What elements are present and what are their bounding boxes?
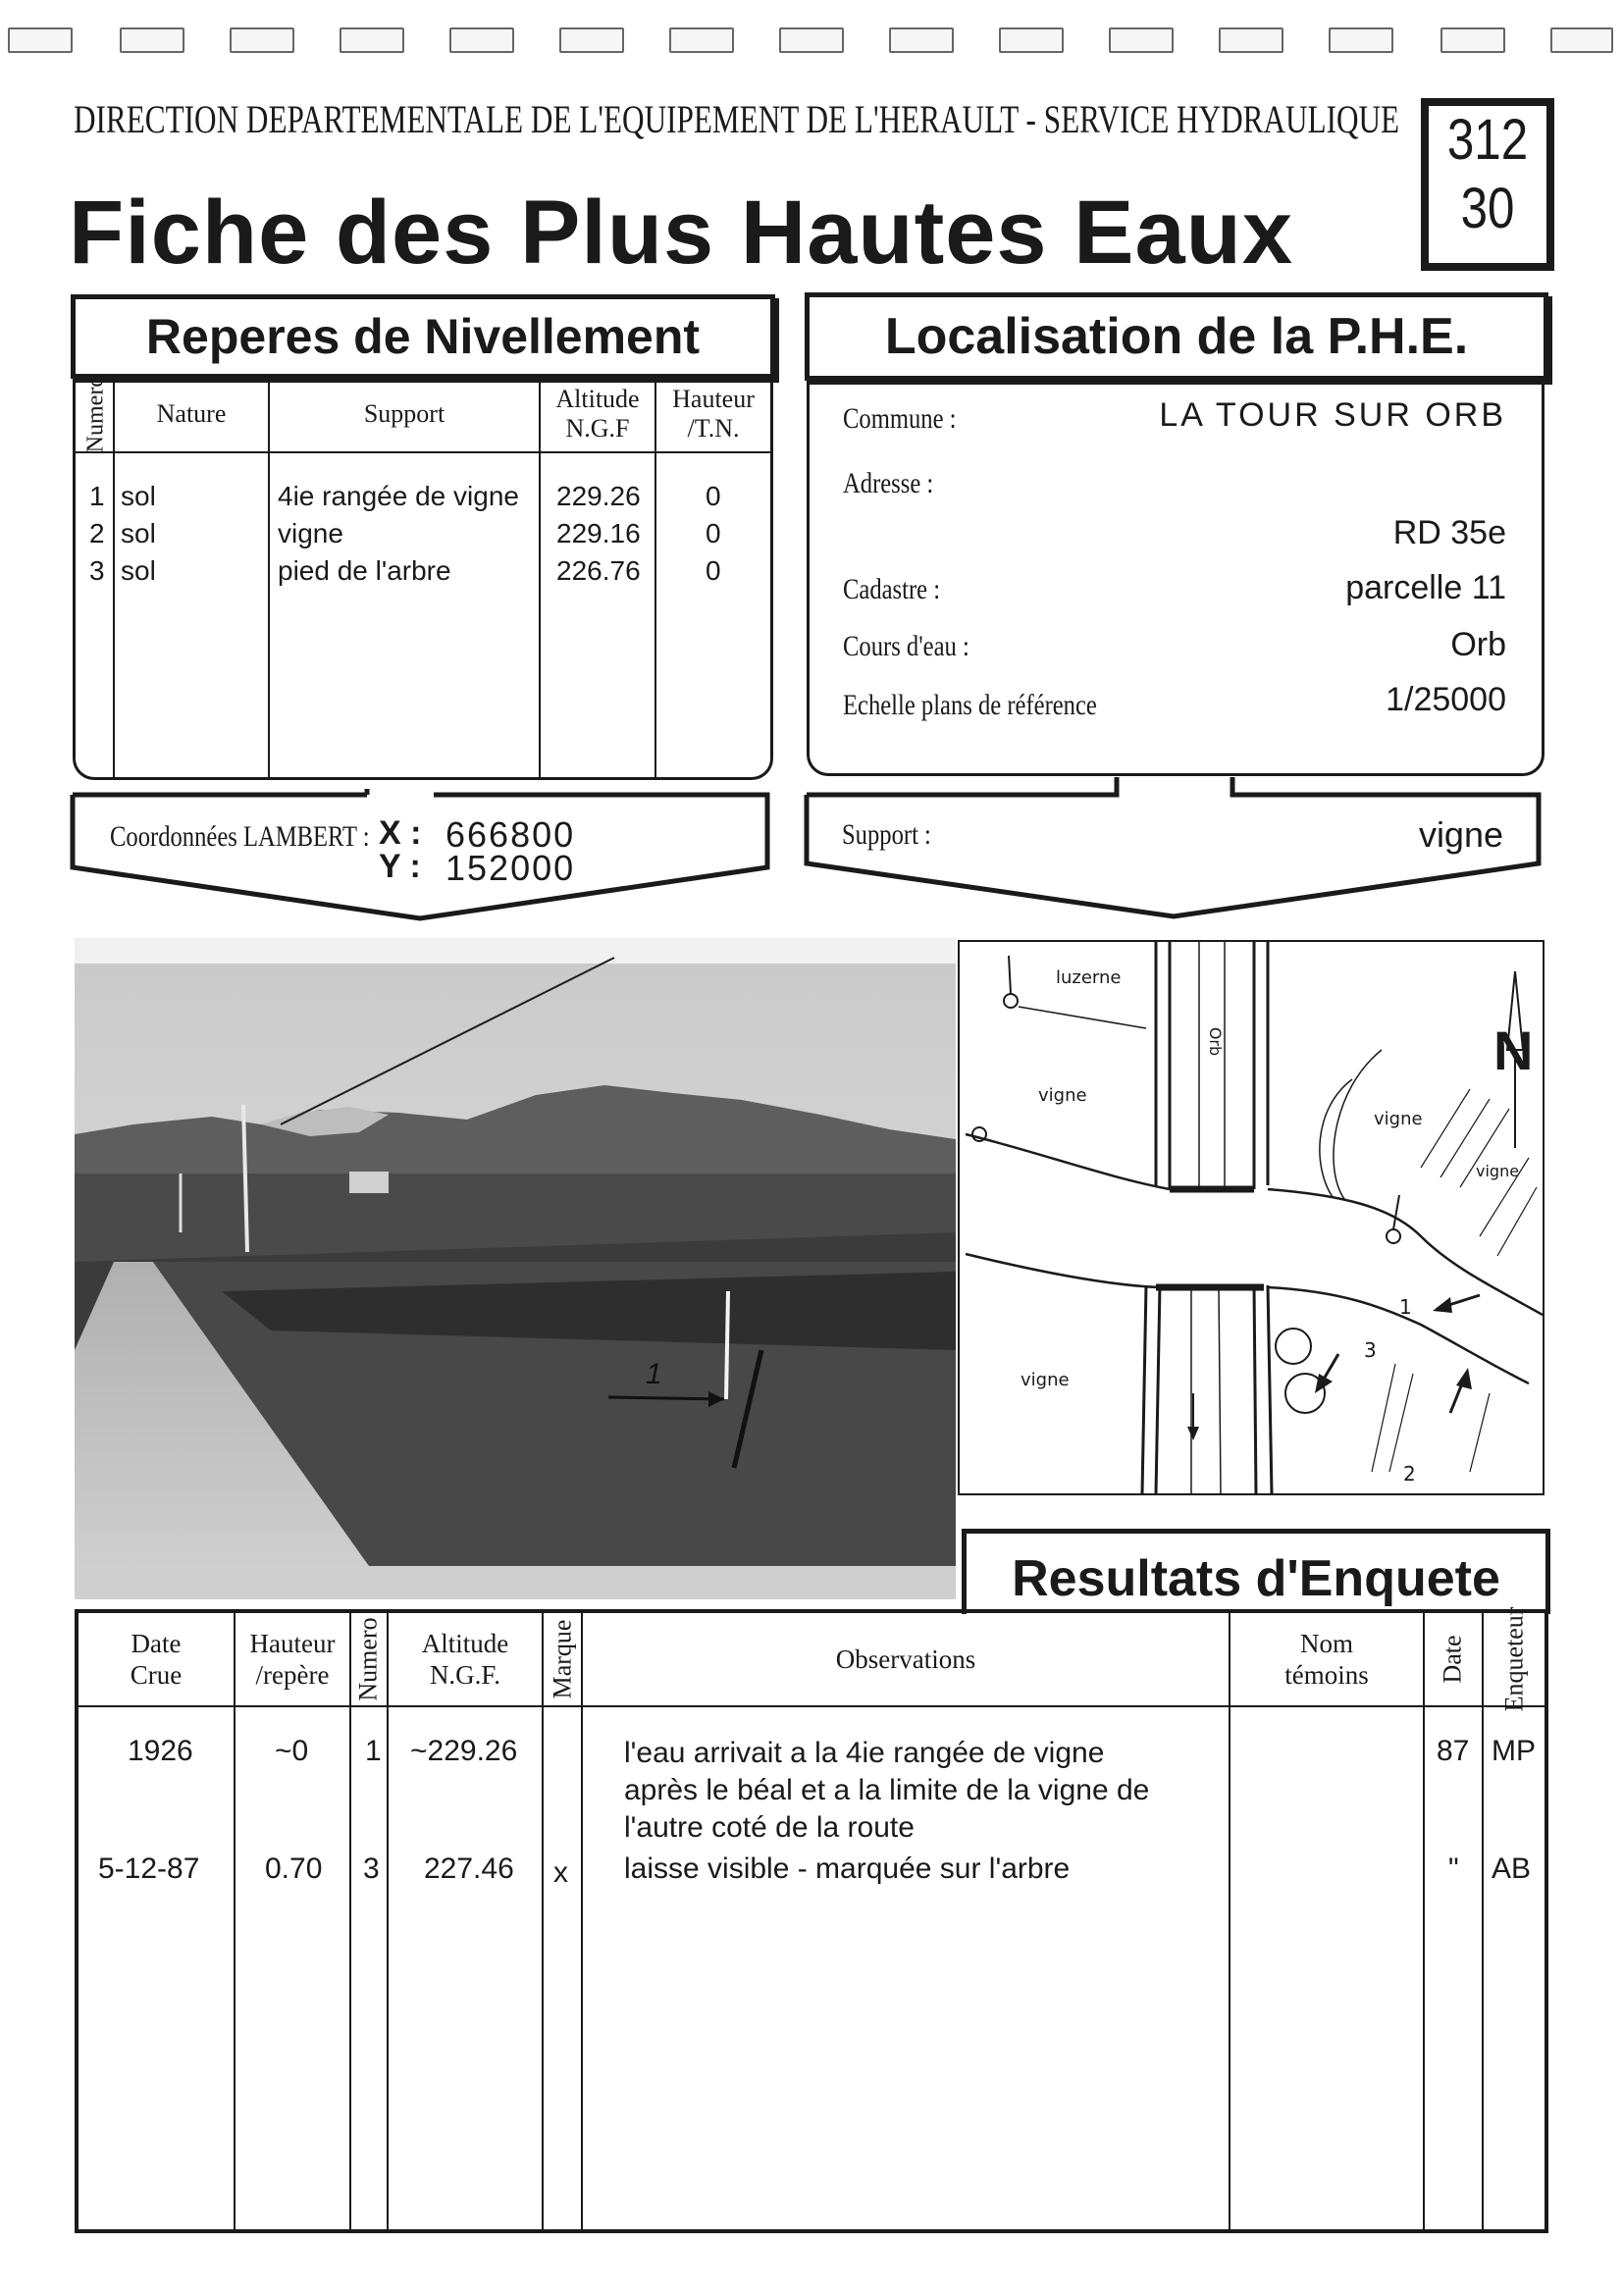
column-header-nom-temoins	[1230, 1613, 1423, 1705]
binder-hole	[1440, 27, 1505, 53]
row-numero: 2	[89, 518, 105, 548]
binder-hole	[1329, 27, 1393, 53]
map-label-vigne: vigne	[1021, 1370, 1070, 1390]
column-header-label: Altitude	[421, 1629, 509, 1658]
binder-hole	[449, 27, 514, 53]
row-altitude: 226.76	[556, 555, 641, 586]
site-map	[958, 940, 1544, 1495]
column-header-label: Altitude	[555, 385, 640, 413]
map-point-label: 2	[1403, 1462, 1416, 1486]
row-hauteur: 0.70	[265, 1852, 323, 1885]
photo-marker-label: 1	[646, 1358, 662, 1390]
row-nature: sol	[121, 518, 156, 548]
column-header-hauteur	[656, 377, 770, 451]
row-date: "	[1448, 1852, 1459, 1885]
column-header-label: Hauteur	[249, 1629, 336, 1658]
map-point-label: 1	[1399, 1295, 1412, 1319]
row-nature: sol	[121, 481, 156, 511]
row-marque: x	[553, 1856, 568, 1889]
column-header-label: Date	[131, 1629, 182, 1658]
column-header-altitude	[389, 1613, 542, 1705]
column-header-label: /repère	[255, 1660, 330, 1690]
row-support: vigne	[278, 518, 343, 548]
column-header-nature: Nature	[156, 399, 227, 428]
column-header-altitude	[541, 377, 654, 451]
localisation-title: Localisation de la P.H.E.	[805, 292, 1548, 381]
table-divider	[76, 451, 770, 453]
binder-hole	[1109, 27, 1174, 53]
row-hauteur: 0	[706, 481, 721, 511]
support-label: Support :	[842, 818, 931, 851]
row-numero: 1	[89, 481, 105, 511]
row-observation-line: l'autre coté de la route	[624, 1811, 915, 1844]
column-header-label: Numero	[82, 375, 108, 453]
column-header-marque	[544, 1613, 581, 1705]
map-point-label: 3	[1364, 1338, 1377, 1362]
site-photo	[75, 938, 956, 1599]
map-label-river: Orb	[1206, 1026, 1226, 1057]
column-header-enqueteur	[1484, 1606, 1544, 1712]
binder-hole	[889, 27, 954, 53]
row-observation-line: après le béal et a la limite de la vigne de	[624, 1774, 1150, 1806]
map-label-vigne: vigne	[1038, 1085, 1087, 1106]
north-icon: N	[1493, 1019, 1534, 1081]
binder-hole	[230, 27, 294, 53]
echelle-value: 1/25000	[1386, 681, 1506, 718]
row-hauteur: 0	[706, 518, 721, 548]
binder-hole	[340, 27, 404, 53]
binder-hole	[120, 27, 184, 53]
row-observation-line: l'eau arrivait a la 4ie rangée de vigne	[624, 1737, 1105, 1769]
cours-eau-value: Orb	[1450, 626, 1506, 663]
coordonnees-x-value: 666800	[445, 814, 576, 855]
row-altitude: ~229.26	[410, 1735, 518, 1767]
binder-holes	[0, 27, 1623, 57]
column-header-label: N.G.F.	[429, 1660, 501, 1690]
cours-eau-label: Cours d'eau :	[843, 630, 969, 662]
resultats-title: Resultats d'Enquete	[962, 1529, 1550, 1614]
map-label-luzerne: luzerne	[1056, 967, 1122, 988]
column-header-support: Support	[363, 399, 445, 428]
coordonnees-y-label: Y :	[379, 848, 421, 885]
row-numero: 1	[365, 1735, 382, 1767]
binder-hole	[559, 27, 624, 53]
column-header-label: Nom	[1300, 1629, 1353, 1658]
adresse-label: Adresse :	[843, 467, 934, 499]
row-hauteur: 0	[706, 555, 721, 586]
column-header-observations: Observations	[835, 1644, 976, 1674]
row-date-crue: 5-12-87	[98, 1852, 200, 1885]
column-header-label: Date	[1439, 1635, 1467, 1684]
column-header-label: N.G.F	[565, 414, 630, 443]
binder-hole	[779, 27, 844, 53]
reference-number-bottom: 30	[1460, 177, 1515, 240]
binder-hole	[1219, 27, 1283, 53]
column-header-label: /T.N.	[687, 414, 740, 443]
commune-value: LA TOUR SUR ORB	[1159, 396, 1506, 434]
reperes-title: Reperes de Nivellement	[71, 294, 775, 379]
support-value: vigne	[1418, 814, 1503, 855]
row-enqueteur: MP	[1492, 1735, 1536, 1767]
echelle-label: Echelle plans de référence	[843, 689, 1097, 721]
row-observation-line: laisse visible - marquée sur l'arbre	[624, 1852, 1071, 1885]
reference-number-top: 312	[1446, 108, 1529, 172]
reperes-table	[73, 377, 773, 780]
page-title: Fiche des Plus Hautes Eaux	[69, 183, 1294, 283]
row-date-crue: 1926	[128, 1735, 193, 1767]
map-label-vigne: vigne	[1476, 1162, 1520, 1180]
column-header-numero	[351, 1613, 387, 1705]
row-support: pied de l'arbre	[278, 555, 451, 586]
column-header-label: Crue	[130, 1660, 183, 1690]
row-numero: 3	[363, 1852, 380, 1885]
row-nature: sol	[121, 555, 156, 586]
column-header-date	[1425, 1613, 1482, 1705]
resultats-table	[75, 1606, 1548, 2233]
row-enqueteur: AB	[1492, 1852, 1532, 1885]
binder-hole	[1550, 27, 1613, 53]
column-header-label: Numero	[354, 1617, 384, 1701]
header-line: DIRECTION DEPARTEMENTALE DE L'EQUIPEMENT DE L'HERAULT - SERVICE HYDRAULIQUE	[74, 97, 1400, 141]
table-row	[76, 481, 770, 518]
commune-label: Commune :	[843, 402, 957, 435]
site-photo-image	[75, 938, 956, 1599]
row-altitude: 227.46	[424, 1852, 514, 1885]
cadastre-label: Cadastre :	[843, 573, 941, 605]
row-numero: 3	[89, 555, 105, 586]
row-hauteur: ~0	[275, 1735, 309, 1767]
row-altitude: 229.16	[556, 518, 641, 548]
row-altitude: 229.26	[556, 481, 641, 511]
column-header-label: Enqueteur	[1499, 1606, 1528, 1712]
coordonnees-arrow	[69, 789, 775, 926]
coordonnees-y-value: 152000	[445, 848, 576, 888]
cadastre-value: parcelle 11	[1345, 569, 1506, 606]
column-header-label: Marque	[548, 1619, 577, 1699]
adresse-value: RD 35e	[1392, 514, 1506, 551]
coordonnees-x-label: X :	[379, 814, 422, 852]
binder-hole	[669, 27, 734, 53]
binder-hole	[999, 27, 1064, 53]
column-header-date-crue	[79, 1613, 234, 1705]
column-header-label: Hauteur	[672, 385, 755, 413]
reference-box	[1421, 98, 1554, 271]
binder-hole	[8, 27, 73, 53]
column-header-label: témoins	[1284, 1660, 1369, 1690]
table-row	[76, 555, 770, 593]
row-date: 87	[1437, 1735, 1470, 1767]
map-label-vigne: vigne	[1374, 1109, 1423, 1129]
table-divider	[79, 1705, 1544, 1707]
table-row	[76, 518, 770, 555]
coordonnees-label: Coordonnées LAMBERT :	[110, 820, 370, 853]
column-header-numero	[76, 377, 115, 451]
localisation-panel	[807, 377, 1544, 776]
site-map-drawing	[960, 942, 1543, 1493]
column-header-hauteur	[236, 1613, 349, 1705]
row-support: 4ie rangée de vigne	[278, 481, 519, 511]
